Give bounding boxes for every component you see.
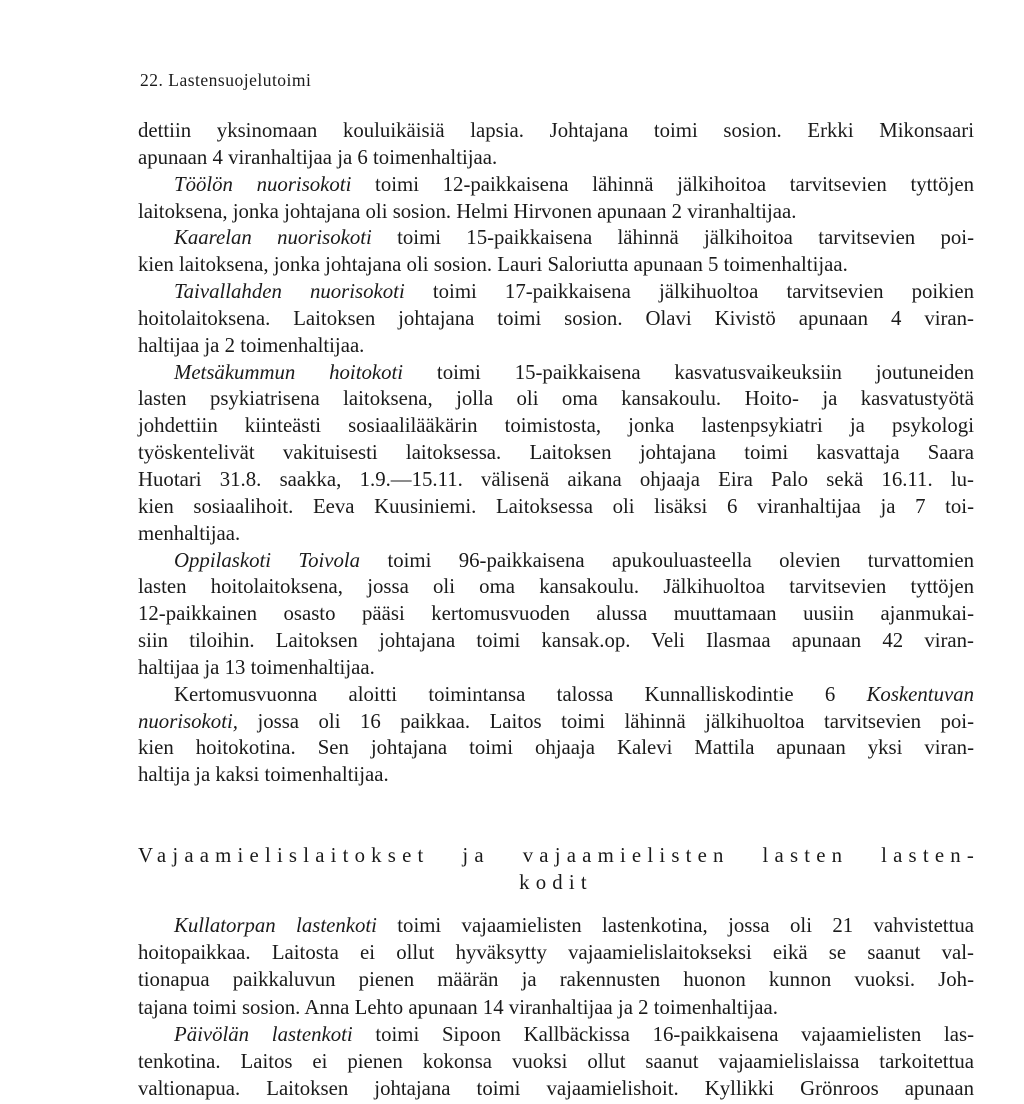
paragraph-first-line: Kullatorpan lastenkoti toimi vajaamielisten lastenkotina, jossa oli 21 vahvistettua xyxy=(174,914,974,937)
text-line: johdettiin kiinteästi sosiaalilääkärin toimistosta, jonka lastenpsykiatri ja psykologi xyxy=(138,414,974,438)
text-line: kien sosiaalihoit. Eeva Kuusiniemi. Laitoksessa oli lisäksi 6 viranhaltijaa ja 7 toi- xyxy=(138,494,974,518)
text-line: Huotari 31.8. saakka, 1.9.—15.11. välisenä aikana ohjaaja Eira Palo sekä 16.11. lu- xyxy=(138,467,974,491)
text-line: hoitopaikkaa. Laitosta ei ollut hyväksytty vajaamielislaitokseksi eikä se saanut val- xyxy=(138,941,974,965)
text-line: tionapua paikkaluvun pienen määrän ja rakennusten huonon kunnon vuoksi. Joh- xyxy=(138,968,974,992)
text-line: haltijaa ja 2 toimenhaltijaa. xyxy=(138,333,365,357)
section-heading-line-2: kodit xyxy=(519,871,593,894)
text-line: kien laitoksena, jonka johtajana oli sosion. Lauri Saloriutta apunaan 5 toimenhaltijaa. xyxy=(138,253,848,277)
text-line: laitoksena, jonka johtajana oli sosion. Helmi Hirvonen apunaan 2 viranhaltijaa. xyxy=(138,199,797,223)
institution-name: Oppilaskoti Toivola xyxy=(174,548,361,572)
section-heading xyxy=(138,842,980,896)
body-text-section-1 xyxy=(138,118,974,789)
paragraph-first-line: Töölön nuorisokoti toimi 12-paikkaisena lähinnä jälkihoitoa tarvitsevien tyttöjen xyxy=(174,172,974,196)
text-line: tenkotina. Laitos ei pienen kokonsa vuoksi ollut saanut vajaamielislaissa tarkoitettua xyxy=(138,1050,974,1074)
paragraph-first-line: Oppilaskoti Toivola toimi 96-paikkaisena apukouluasteella olevien turvattomien xyxy=(174,548,975,572)
paragraph-first-line: Kertomusvuonna aloitti toimintansa talossa Kunnalliskodintie 6 Koskentuvan xyxy=(174,682,974,706)
text-line: lasten hoitolaitoksena, jossa oli oma kansakoulu. Jälkihuoltoa tarvitsevien tyttöjen xyxy=(138,575,974,599)
text-line: lasten psykiatrisena laitoksena, jolla oli oma kansakoulu. Hoito- ja kasvatustyötä xyxy=(138,387,974,411)
text-line: haltijaa ja 13 toimenhaltijaa. xyxy=(138,655,375,679)
text-line: tajana toimi sosion. Anna Lehto apunaan 14 viranhaltijaa ja 2 toimenhaltijaa. xyxy=(138,995,778,1019)
text-line: siin tiloihin. Laitoksen johtajana toimi kansak.op. Veli Ilasmaa apunaan 42 viran- xyxy=(138,629,974,653)
paragraph-first-line: Taivallahden nuorisokoti toimi 17-paikkaisena jälkihuoltoa tarvitsevien poikien xyxy=(174,280,974,304)
institution-name: Päivölän lastenkoti xyxy=(174,1022,353,1046)
text-line: haltija ja kaksi toimenhaltijaa. xyxy=(138,763,389,787)
institution-name: Taivallahden nuorisokoti xyxy=(174,280,405,304)
text-line: menhaltijaa. xyxy=(138,521,241,545)
institution-name: Kaarelan nuorisokoti xyxy=(174,226,372,250)
text-line: hoitolaitoksena. Laitoksen johtajana toimi sosion. Olavi Kivistö apunaan 4 viran- xyxy=(138,306,974,330)
paragraph-first-line: Päivölän lastenkoti toimi Sipoon Kallbäckissa 16-paikkaisena vajaamielisten las- xyxy=(174,1022,974,1046)
body-text-section-2 xyxy=(138,912,974,1102)
institution-name: Kullatorpan lastenkoti xyxy=(174,914,377,937)
text-line: työskentelivät vakituisesti laitoksessa. Laitoksen johtajana toimi kasvattaja Saara xyxy=(138,441,974,465)
running-header: 22. Lastensuojelutoimi xyxy=(140,70,312,90)
section-heading-line-1: Vajaamielislaitokset ja vajaamielisten lasten lasten- xyxy=(138,844,980,867)
text-line: valtionapua. Laitoksen johtajana toimi vajaamielishoit. Kyllikki Grönroos apunaan xyxy=(138,1077,974,1101)
paragraph-first-line: Kaarelan nuorisokoti toimi 15-paikkaisena lähinnä jälkihoitoa tarvitsevien poi- xyxy=(174,226,974,250)
institution-name: Töölön nuorisokoti xyxy=(174,172,352,196)
text-line: kien hoitokotina. Sen johtajana toimi ohjaaja Kalevi Mattila apunaan yksi viran- xyxy=(138,736,974,760)
institution-name: nuorisokoti, xyxy=(138,709,238,733)
text-line: dettiin yksinomaan kouluikäisiä lapsia. Johtajana toimi sosion. Erkki Mikonsaari xyxy=(138,119,974,142)
text-line: nuorisokoti, jossa oli 16 paikkaa. Laitos toimi lähinnä jälkihuoltoa tarvitsevien poi- xyxy=(138,709,974,733)
paragraph-first-line: Metsäkummun hoitokoti toimi 15-paikkaisena kasvatusvaikeuksiin joutuneiden xyxy=(174,360,974,384)
institution-name: Metsäkummun hoitokoti xyxy=(174,360,404,384)
text-line: 12-paikkainen osasto pääsi kertomusvuoden alussa muuttamaan uusiin ajanmukai- xyxy=(138,602,974,626)
institution-name: Koskentuvan xyxy=(866,682,974,706)
text-line: apunaan 4 viranhaltijaa ja 6 toimenhaltijaa. xyxy=(138,145,498,169)
